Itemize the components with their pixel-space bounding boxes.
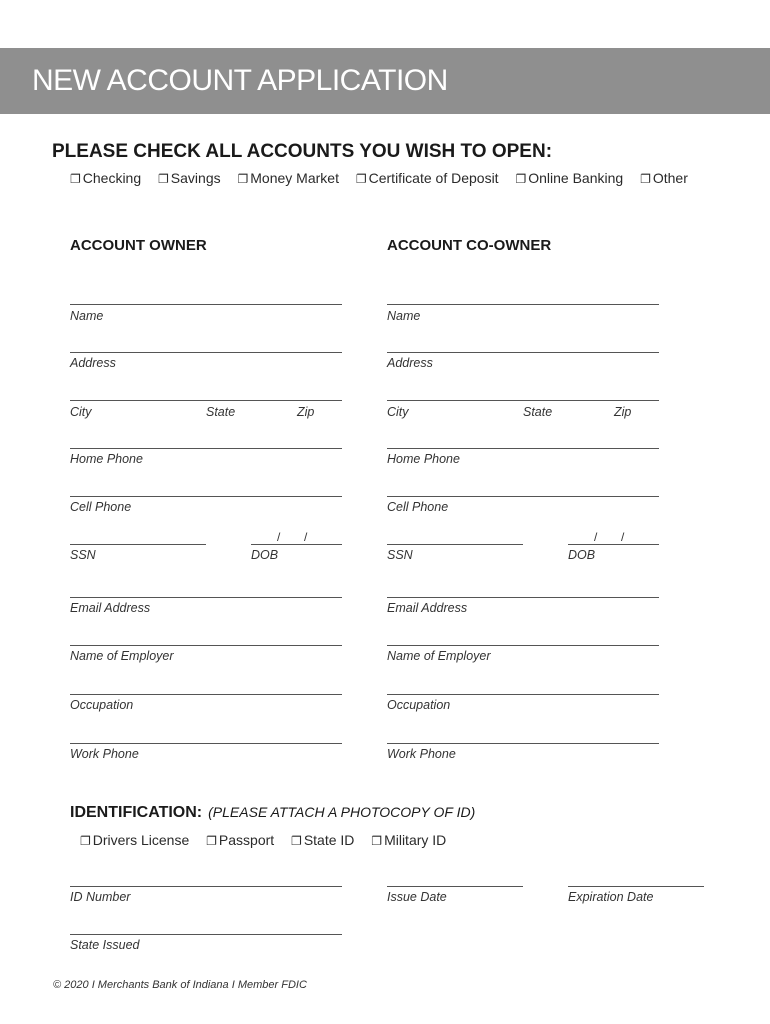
coowner-home-phone-field[interactable] xyxy=(387,448,659,449)
owner-city-state-zip-field[interactable] xyxy=(70,400,342,401)
checkbox-icon: ❐ xyxy=(640,172,651,186)
expiration-date-label: Expiration Date xyxy=(568,890,654,904)
checkbox-other[interactable] xyxy=(640,170,688,186)
checkbox-icon: ❐ xyxy=(158,172,169,186)
coowner-work-phone-label: Work Phone xyxy=(387,747,456,761)
footer-text: © 2020 I Merchants Bank of Indiana I Member FDIC xyxy=(53,979,307,991)
option-label: Other xyxy=(652,170,688,186)
coowner-address-label: Address xyxy=(387,356,433,370)
coowner-state-label: State xyxy=(523,405,553,419)
coowner-address-field[interactable] xyxy=(387,352,659,353)
owner-occupation-field[interactable] xyxy=(70,694,342,695)
expiration-date-field[interactable] xyxy=(568,886,704,887)
option-label: Savings xyxy=(170,170,221,186)
coowner-email-label: Email Address xyxy=(387,601,468,615)
owner-work-phone-field[interactable] xyxy=(70,743,342,744)
owner-ssn-field[interactable] xyxy=(70,544,206,545)
checkbox-icon: ❐ xyxy=(291,834,302,848)
dob-separator: / xyxy=(277,530,281,544)
id-number-field[interactable] xyxy=(70,886,342,887)
identification-heading xyxy=(70,804,475,822)
option-label: Certificate of Deposit xyxy=(368,170,499,186)
coowner-work-phone-field[interactable] xyxy=(387,743,659,744)
owner-cell-phone-label: Cell Phone xyxy=(70,500,132,514)
checkbox-money-market[interactable] xyxy=(238,170,339,186)
checkbox-drivers-license[interactable] xyxy=(80,832,189,848)
coowner-home-phone-label: Home Phone xyxy=(387,452,460,466)
owner-state-label: State xyxy=(206,405,236,419)
identification-title: IDENTIFICATION: xyxy=(70,804,203,821)
owner-employer-field[interactable] xyxy=(70,645,342,646)
owner-email-field[interactable] xyxy=(70,597,342,598)
coowner-name-field[interactable] xyxy=(387,304,659,305)
issue-date-label: Issue Date xyxy=(387,890,447,904)
dob-separator: / xyxy=(621,530,625,544)
option-label: Money Market xyxy=(250,170,339,186)
checkbox-certificate-of-deposit[interactable] xyxy=(356,170,499,186)
coowner-employer-label: Name of Employer xyxy=(387,649,491,663)
coowner-cell-phone-field[interactable] xyxy=(387,496,659,497)
issue-date-field[interactable] xyxy=(387,886,523,887)
owner-email-label: Email Address xyxy=(70,601,151,615)
coowner-cell-phone-label: Cell Phone xyxy=(387,500,449,514)
owner-employer-label: Name of Employer xyxy=(70,649,174,663)
form-title: NEW ACCOUNT APPLICATION xyxy=(32,64,448,97)
owner-dob-field[interactable] xyxy=(251,544,342,545)
coowner-employer-field[interactable] xyxy=(387,645,659,646)
option-label: Passport xyxy=(218,832,275,848)
dob-separator: / xyxy=(304,530,308,544)
state-issued-field[interactable] xyxy=(70,934,342,935)
coowner-city-state-zip-field[interactable] xyxy=(387,400,659,401)
owner-dob-label: DOB xyxy=(251,548,279,562)
owner-cell-phone-field[interactable] xyxy=(70,496,342,497)
coowner-city-label: City xyxy=(387,405,409,419)
owner-heading: ACCOUNT OWNER xyxy=(70,237,207,254)
coowner-ssn-label: SSN xyxy=(387,548,413,562)
dob-separator: / xyxy=(594,530,598,544)
option-label: State ID xyxy=(303,832,355,848)
coowner-heading: ACCOUNT CO-OWNER xyxy=(387,237,552,254)
owner-name-label: Name xyxy=(70,309,104,323)
checkbox-icon: ❐ xyxy=(515,172,527,186)
coowner-dob-label: DOB xyxy=(568,548,596,562)
coowner-email-field[interactable] xyxy=(387,597,659,598)
owner-address-label: Address xyxy=(70,356,116,370)
id-number-label: ID Number xyxy=(70,890,131,904)
checkbox-military-id[interactable] xyxy=(371,832,446,848)
owner-ssn-label: SSN xyxy=(70,548,96,562)
owner-occupation-label: Occupation xyxy=(70,698,134,712)
identification-note: (PLEASE ATTACH A PHOTOCOPY OF ID) xyxy=(208,804,476,820)
owner-city-label: City xyxy=(70,405,92,419)
checkbox-online-banking[interactable] xyxy=(515,170,623,186)
checkbox-icon: ❐ xyxy=(80,834,91,848)
id-options xyxy=(80,832,446,848)
checkbox-icon: ❐ xyxy=(237,172,249,186)
coowner-zip-label: Zip xyxy=(614,405,632,419)
owner-home-phone-field[interactable] xyxy=(70,448,342,449)
checkbox-icon: ❐ xyxy=(355,172,367,186)
option-label: Online Banking xyxy=(528,170,624,186)
owner-name-field[interactable] xyxy=(70,304,342,305)
account-options xyxy=(70,170,688,186)
owner-work-phone-label: Work Phone xyxy=(70,747,139,761)
coowner-name-label: Name xyxy=(387,309,421,323)
coowner-ssn-field[interactable] xyxy=(387,544,523,545)
checkbox-icon: ❐ xyxy=(206,834,217,848)
option-label: Checking xyxy=(82,170,142,186)
owner-home-phone-label: Home Phone xyxy=(70,452,143,466)
option-label: Military ID xyxy=(384,832,447,848)
state-issued-label: State Issued xyxy=(70,938,140,952)
coowner-occupation-field[interactable] xyxy=(387,694,659,695)
checkbox-passport[interactable] xyxy=(206,832,274,848)
owner-zip-label: Zip xyxy=(297,405,315,419)
checkbox-icon: ❐ xyxy=(371,834,383,848)
coowner-dob-field[interactable] xyxy=(568,544,659,545)
accounts-heading: PLEASE CHECK ALL ACCOUNTS YOU WISH TO OPEN: xyxy=(52,141,553,162)
coowner-occupation-label: Occupation xyxy=(387,698,451,712)
checkbox-state-id[interactable] xyxy=(291,832,354,848)
checkbox-savings[interactable] xyxy=(158,170,221,186)
checkbox-checking[interactable] xyxy=(70,170,141,186)
option-label: Drivers License xyxy=(92,832,190,848)
owner-address-field[interactable] xyxy=(70,352,342,353)
checkbox-icon: ❐ xyxy=(70,172,81,186)
